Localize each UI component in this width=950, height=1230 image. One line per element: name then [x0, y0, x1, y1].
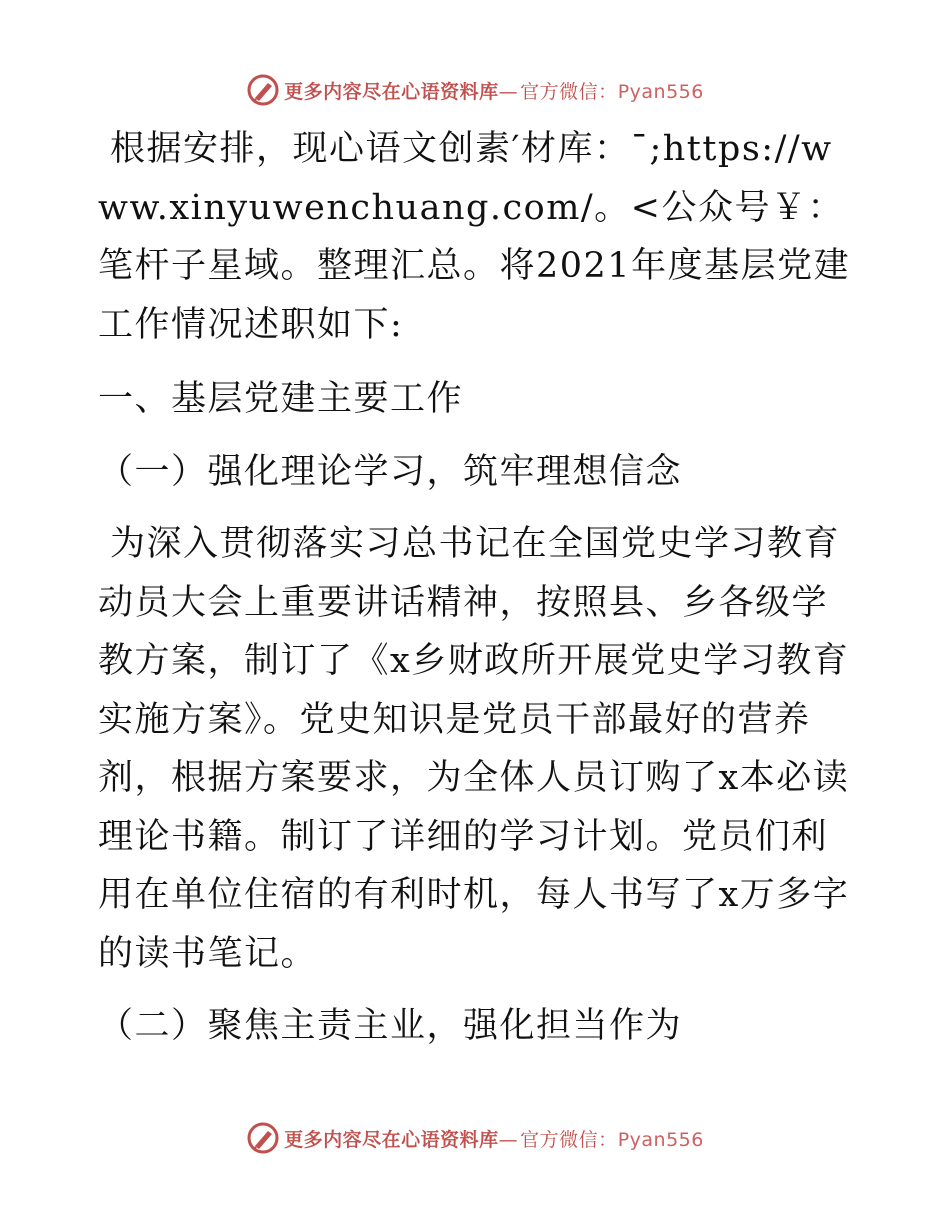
banner-wechat-id: Pyan556	[617, 1128, 704, 1151]
banner-main-text: 更多内容尽在心语资料库	[284, 80, 499, 103]
section-heading-1: 一、基层党建主要工作	[98, 379, 464, 419]
header-banner	[0, 70, 950, 110]
banner-main-text: 更多内容尽在心语资料库	[284, 1128, 499, 1151]
subsection-heading-1: （一）强化理论学习，筑牢理想信念	[98, 451, 683, 492]
document-body	[98, 120, 858, 1056]
banner-text	[284, 77, 704, 104]
banner-text	[284, 1125, 704, 1152]
banner-dash: —	[498, 1128, 519, 1151]
banner-wechat-id: Pyan556	[617, 80, 704, 103]
banner-wechat-label: 官方微信：	[520, 80, 618, 103]
banner-wechat-label: 官方微信：	[520, 1128, 618, 1151]
banner-dash: —	[498, 80, 519, 103]
body-paragraph-1: 为深入贯彻落实习总书记在全国党史学习教育动员大会上重要讲话精神，按照县、乡各级学教方案，制订了《x乡财政所开展党史学习教育实施方案》。党史知识是党员干部最好的营养剂，根据方案要求，为全体人员订购了x本必读理论书籍。制订了详细的学习计划。党员们利用在单位住宿的有利时机，每人书写了x万多字的读书笔记。	[98, 524, 850, 974]
pen-circle-icon	[246, 73, 280, 107]
footer-banner	[0, 1118, 950, 1158]
intro-paragraph: 根据安排，现心语文创素′材库：¯;https://www.xinyuwenchuang.com/。<公众号￥：笔杆子星域。整理汇总。将2021年度基层党建工作情况述职如下:	[98, 129, 851, 345]
pen-circle-icon	[246, 1121, 280, 1155]
subsection-heading-2: （二）聚焦主责主业，强化担当作为	[98, 1006, 683, 1046]
